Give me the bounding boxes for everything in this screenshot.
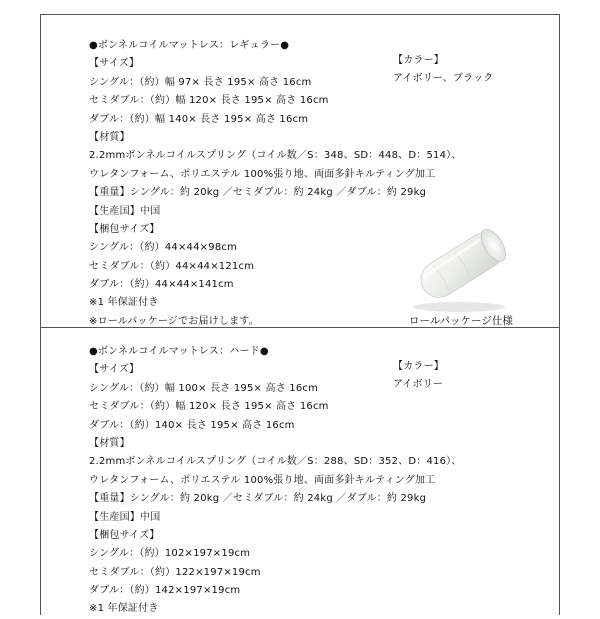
hard-color-block xyxy=(393,358,444,395)
spec-line: シングル：（約）幅 100× 長さ 195× 高さ 16cm xyxy=(89,382,319,394)
spec-line: ●ボンネルコイルマットレス：ハード● xyxy=(89,346,269,357)
spec-line: 【梱包サイズ】 xyxy=(89,223,160,235)
spec-line: セミダブル：（約）幅 120× 長さ 195× 高さ 16cm xyxy=(89,401,329,413)
spec-line: 【材質】 xyxy=(89,131,130,143)
spec-line: セミダブル：（約）幅 120× 長さ 195× 高さ 16cm xyxy=(89,95,329,107)
spec-line: 【サイズ】 xyxy=(89,364,140,376)
spec-line: セミダブル：（約）122×197×19cm xyxy=(89,566,261,578)
spec-line: ※1 年保証付き xyxy=(89,297,159,309)
color-value: アイボリー xyxy=(393,379,444,391)
spec-line: 【生産国】中国 xyxy=(89,205,161,217)
spec-line: 【重量】シングル：約 20kg ／セミダブル：約 24kg ／ダブル：約 29kg xyxy=(89,493,427,505)
spec-line: ※1 年保証付き xyxy=(89,603,159,615)
spec-line: 【梱包サイズ】 xyxy=(89,529,160,541)
color-value: アイボリー、ブラック xyxy=(393,73,494,85)
rolled-mattress-illustration xyxy=(407,215,517,315)
spec-line: ダブル：（約）142×197×19cm xyxy=(89,585,241,597)
spec-line: 【重量】シングル：約 20kg ／セミダブル：約 24kg ／ダブル：約 29kg xyxy=(89,187,427,199)
spec-line: ウレタンフォーム、ポリエステル 100%張り地、両面多針キルティング加工 xyxy=(89,168,436,180)
spec-line: ダブル：（約）140× 長さ 195× 高さ 16cm xyxy=(89,419,295,431)
spec-line: シングル：（約）幅 97× 長さ 195× 高さ 16cm xyxy=(89,76,312,88)
regular-color-block xyxy=(393,52,494,89)
spec-line: 【生産国】中国 xyxy=(89,511,161,523)
spec-line: ※ロールパッケージでお届けします。 xyxy=(89,315,259,327)
spec-line: シングル：（約）44×44×98cm xyxy=(89,242,238,254)
color-label: 【カラー】 xyxy=(393,55,444,66)
spec-line: ダブル：（約）44×44×141cm xyxy=(89,279,234,291)
spec-line: 【材質】 xyxy=(89,437,130,449)
color-label: 【カラー】 xyxy=(393,361,444,372)
roll-package-image xyxy=(407,215,517,315)
section-divider xyxy=(41,327,559,328)
spec-line: ウレタンフォーム、ポリエステル 100%張り地、両面多針キルティング加工 xyxy=(89,474,436,486)
spec-line: シングル：（約）102×197×19cm xyxy=(89,548,251,560)
spec-line: 2.2mmボンネルコイルスプリング（コイル数／S：288、SD：352、D：416）、 xyxy=(89,456,462,468)
spec-line: 【サイズ】 xyxy=(89,58,140,70)
spec-line: セミダブル：（約）44×44×121cm xyxy=(89,260,255,272)
spec-line: 2.2mmボンネルコイルスプリング（コイル数／S：348、SD：448、D：514）、 xyxy=(89,150,462,162)
spec-line: ダブル：（約）幅 140× 長さ 195× 高さ 16cm xyxy=(89,113,309,125)
spec-line: ●ボンネルコイルマットレス：レギュラー● xyxy=(89,40,290,51)
roll-package-caption: ロールパッケージ仕様 xyxy=(409,315,513,327)
spec-frame xyxy=(40,14,560,615)
